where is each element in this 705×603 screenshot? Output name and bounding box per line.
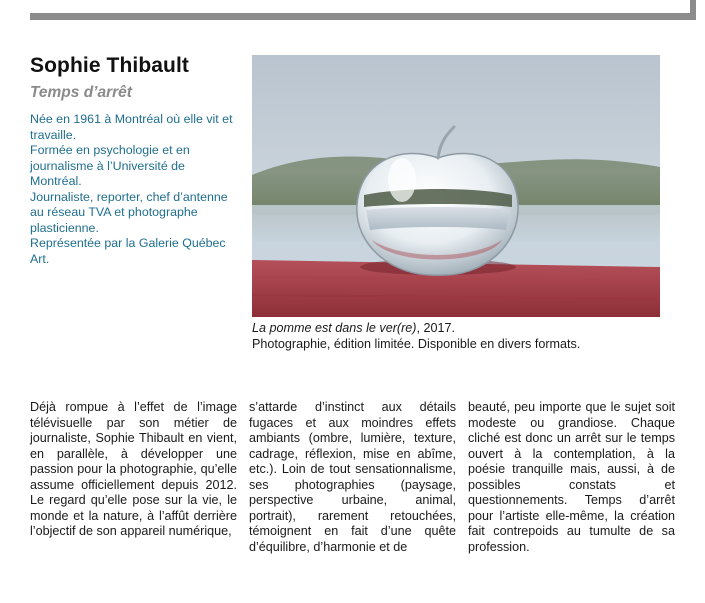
photo-caption <box>252 321 672 352</box>
bio-line-birth: Née en 1961 à Montréal où elle vit et travaille. <box>30 112 233 142</box>
article-text-1: Déjà rompue à l’effet de l’image télévisuelle par son métier de journaliste, Sophie Thibault en vient, en parallèle, à développer une passion pour la photographie, qu’elle assume officiellement depuis 2012. Le regard qu’elle pose sur la vie, le monde et la nature, à l’affût derrière l’objectif de son appareil numérique, <box>30 400 237 538</box>
artwork-photo <box>252 55 660 317</box>
work-title: Temps d’arrêt <box>30 84 132 101</box>
bio-line-gallery: Représentée par la Galerie Québec Art. <box>30 236 226 266</box>
article-column-1 <box>30 400 237 540</box>
caption-details: Photographie, édition limitée. Disponible en divers formats. <box>252 336 581 351</box>
article-column-3 <box>468 400 675 555</box>
article-text-2: s’attarde d’instinct aux détails fugaces et aux moindres effets ambiants (ombre, lumière, texture, cadrage, réflexion, mise en abîme, etc.). Loin de tout sensationnalisme, ses photographies (paysage, perspective urbaine, animal, portrait), rarement retouchées, témoignent en fait d’une quête d’équilibre, d’harmonie et de <box>249 400 456 554</box>
caption-line-1 <box>252 321 672 337</box>
top-rule-corner <box>690 0 696 20</box>
top-rule <box>30 13 696 20</box>
bio-line-education: Formée en psychologie et en journalisme à l’Université de Montréal. <box>30 143 190 188</box>
caption-title: La pomme est dans le ver(re) <box>252 321 417 335</box>
bio-line-career: Journaliste, reporter, chef d’antenne au réseau TVA et photographe plasticienne. <box>30 189 228 235</box>
article-text-3: beauté, peu importe que le sujet soit modeste ou grandiose. Chaque cliché est donc un arrêt sur le temps ouvert à la contemplation, à la poésie tranquille mais, aussi, à de possibles constats et questionnements. Temps d’arrêt pour l’artiste elle-même, la création fait contrepoids au tumulte de sa profession. <box>468 400 675 554</box>
glass-apple-image <box>252 55 660 317</box>
article-column-2 <box>249 400 456 555</box>
caption-year: , 2017. <box>416 321 456 335</box>
artist-name: Sophie Thibault <box>30 54 189 77</box>
artist-bio <box>30 112 235 267</box>
